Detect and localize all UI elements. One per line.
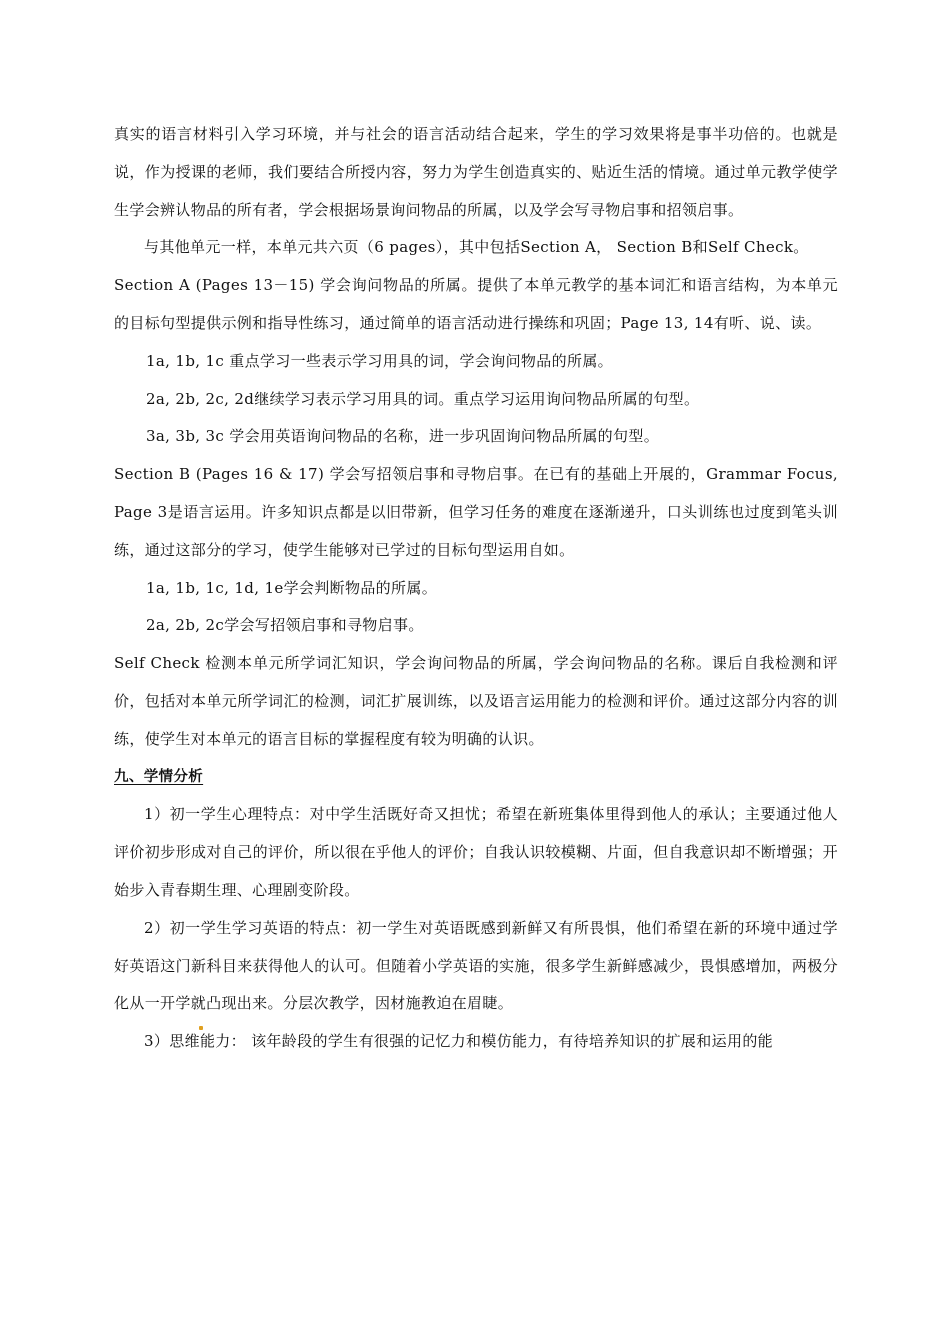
paragraph-section-a: Section A (Pages 13－15) 学会询问物品的所属。提供了本单元教学的基本词汇和语言结构，为本单元的目标句型提供示例和指导性练习，通过简单的语言活动进行操练和巩固；Page 13, 14有听、说、读。 — [114, 276, 838, 332]
section-heading-student-analysis: 九、学情分析 — [114, 768, 204, 785]
paragraph-analysis-thinking-ability: 3）思维能力： 该年龄段的学生有很强的记忆力和模仿能力，有待培养知识的扩展和运用的能 — [144, 1032, 774, 1051]
paragraph-section-b: Section B (Pages 16 & 17) 学会写招领启事和寻物启事。在已有的基础上开展的，Grammar Focus, Page 3是语言运用。许多知识点都是以旧带新，但学习任务的难度在逐渐递升，口头训练也过度到笔头训练，通过这部分的学习，使学生能够对已学过的目标句型运用自如。 — [114, 465, 838, 559]
paragraph-analysis-english-learning: 2）初一学生学习英语的特点：初一学生对英语既感到新鲜又有所畏惧，他们希望在新的环境中通过学好英语这门新科目来获得他人的认可。但随着小学英语的实施，很多学生新鲜感减少，畏惧感增加，两极分化从一开学就凸现出来。分层次教学，因材施教迫在眉睫。 — [114, 918, 838, 1013]
list-item-section-a-3: 3a, 3b, 3c 学会用英语询问物品的名称，进一步巩固询问物品所属的句型。 — [146, 427, 660, 446]
page-content — [114, 116, 838, 1061]
list-item-section-a-2: 2a, 2b, 2c, 2d继续学习表示学习用具的词。重点学习运用询问物品所属的句型。 — [146, 389, 700, 408]
paragraph-intro-continuation: 真实的语言材料引入学习环境，并与社会的语言活动结合起来，学生的学习效果将是事半功倍的。也就是说，作为授课的老师，我们要结合所授内容，努力为学生创造真实的、贴近生活的情境。通过单元教学使学生学会辨认物品的所有者，学会根据场景询问物品的所属，以及学会写寻物启事和招领启事。 — [114, 125, 838, 219]
paragraph-self-check: Self Check 检测本单元所学词汇知识，学会询问物品的所属，学会询问物品的名称。课后自我检测和评价，包括对本单元所学词汇的检测，词汇扩展训练，以及语言运用能力的检测和评价。通过这部分内容的训练，使学生对本单元的语言目标的掌握程度有较为明确的认识。 — [114, 654, 838, 748]
list-item-section-a-1: 1a, 1b, 1c 重点学习一些表示学习用具的词，学会询问物品的所属。 — [146, 351, 614, 370]
list-item-section-b-2: 2a, 2b, 2c学会写招领启事和寻物启事。 — [146, 616, 424, 635]
list-item-section-b-1: 1a, 1b, 1c, 1d, 1e学会判断物品的所属。 — [146, 578, 438, 597]
paragraph-analysis-psychology: 1）初一学生心理特点：对中学生活既好奇又担忧；希望在新班集体里得到他人的承认；主要通过他人评价初步形成对自己的评价，所以很在乎他人的评价；自我认识较模糊、片面，但自我意识却不断增强；开始步入青春期生理、心理剧变阶段。 — [114, 805, 838, 899]
paragraph-unit-overview: 与其他单元一样，本单元共六页（6 pages），其中包括Section A， Section B和Self Check。 — [144, 238, 809, 257]
orange-marker-dot — [199, 1026, 203, 1030]
